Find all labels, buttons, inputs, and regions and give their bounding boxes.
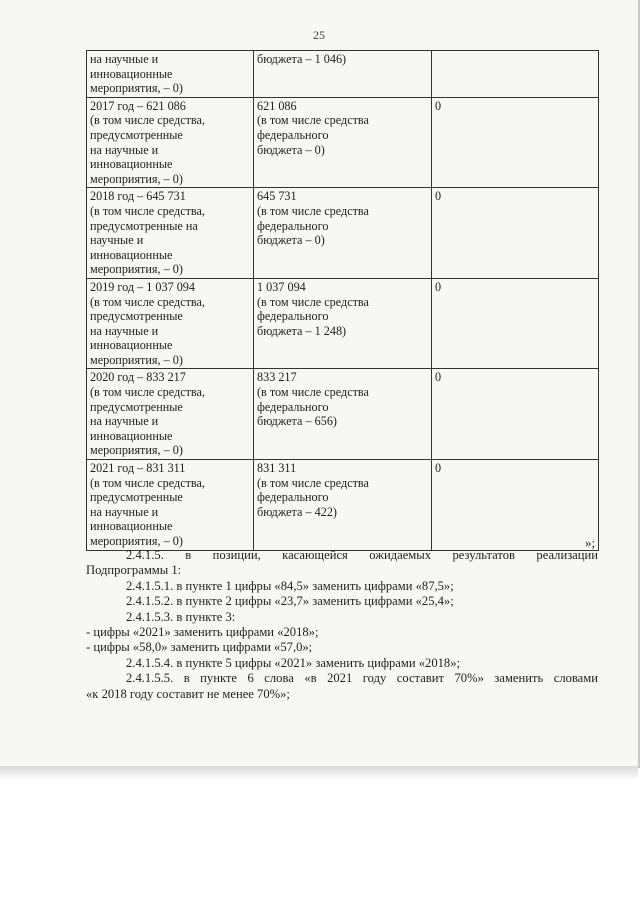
table-row: [87, 188, 599, 279]
amendment-item: 2.4.1.5.2. в пункте 2 цифры «23,7» заменить цифрами «25,4»;: [126, 594, 454, 609]
amendment-paragraph: 2.4.1.5. в позиции, касающейся ожидаемых результатов реализации: [126, 548, 598, 562]
amendment-item: 2.4.1.5.5. в пункте 6 слова «в 2021 году составит 70%» заменить словами: [126, 671, 598, 686]
amendment-item: 2.4.1.5.1. в пункте 1 цифры «84,5» заменить цифрами «87,5»;: [126, 578, 454, 593]
amendments-text: [86, 548, 598, 702]
amendment-item: 2.4.1.5.3. в пункте 3:: [126, 609, 236, 624]
federal-cell: 1 037 094 (в том числе средства федерального бюджета – 1 248): [254, 278, 432, 369]
amendment-subitem: - цифры «2021» заменить цифрами «2018»;: [86, 625, 319, 640]
other-cell: 0: [432, 369, 599, 460]
table-row: [87, 460, 599, 551]
total-cell: 2017 год – 621 086 (в том числе средства, предусмотренные на научные и инновационные мероприятия, – 0): [87, 97, 254, 188]
table-row: [87, 97, 599, 188]
closing-quote-mark: »;: [585, 535, 596, 550]
total-cell: 2019 год – 1 037 094 (в том числе средства, предусмотренные на научные и инновационные мероприятия, – 0): [87, 278, 254, 369]
other-cell: 0: [432, 460, 599, 551]
other-cell: 0: [432, 97, 599, 188]
table-row: [87, 51, 599, 98]
other-cell: 0: [432, 278, 599, 369]
amendment-item-continuation: «к 2018 году составит не менее 70%»;: [86, 686, 290, 701]
federal-cell: 621 086 (в том числе средства федерального бюджета – 0): [254, 97, 432, 188]
total-cell: 2021 год – 831 311 (в том числе средства, предусмотренные на научные и инновационные мероприятия, – 0): [87, 460, 254, 551]
amendment-paragraph-continuation: Подпрограммы 1:: [86, 563, 182, 578]
amendment-item: 2.4.1.5.4. в пункте 5 цифры «2021» заменить цифрами «2018»;: [126, 655, 461, 670]
federal-cell: бюджета – 1 046): [254, 51, 432, 98]
federal-cell: 645 731 (в том числе средства федерального бюджета – 0): [254, 188, 432, 279]
federal-cell: 831 311 (в том числе средства федерального бюджета – 422): [254, 460, 432, 551]
table-row: [87, 278, 599, 369]
table-row: [87, 369, 599, 460]
other-cell: 0: [432, 188, 599, 279]
total-cell: 2020 год – 833 217 (в том числе средства, предусмотренные на научные и инновационные мероприятия, – 0): [87, 369, 254, 460]
budget-table: [86, 50, 599, 551]
federal-cell: 833 217 (в том числе средства федерального бюджета – 656): [254, 369, 432, 460]
total-cell: 2018 год – 645 731 (в том числе средства, предусмотренные на научные и инновационные мероприятия, – 0): [87, 188, 254, 279]
other-cell: [432, 51, 599, 98]
amendment-subitem: - цифры «58,0» заменить цифрами «57,0»;: [86, 640, 313, 655]
total-cell: на научные и инновационные мероприятия, – 0): [87, 51, 254, 98]
page-number: 25: [313, 28, 325, 42]
